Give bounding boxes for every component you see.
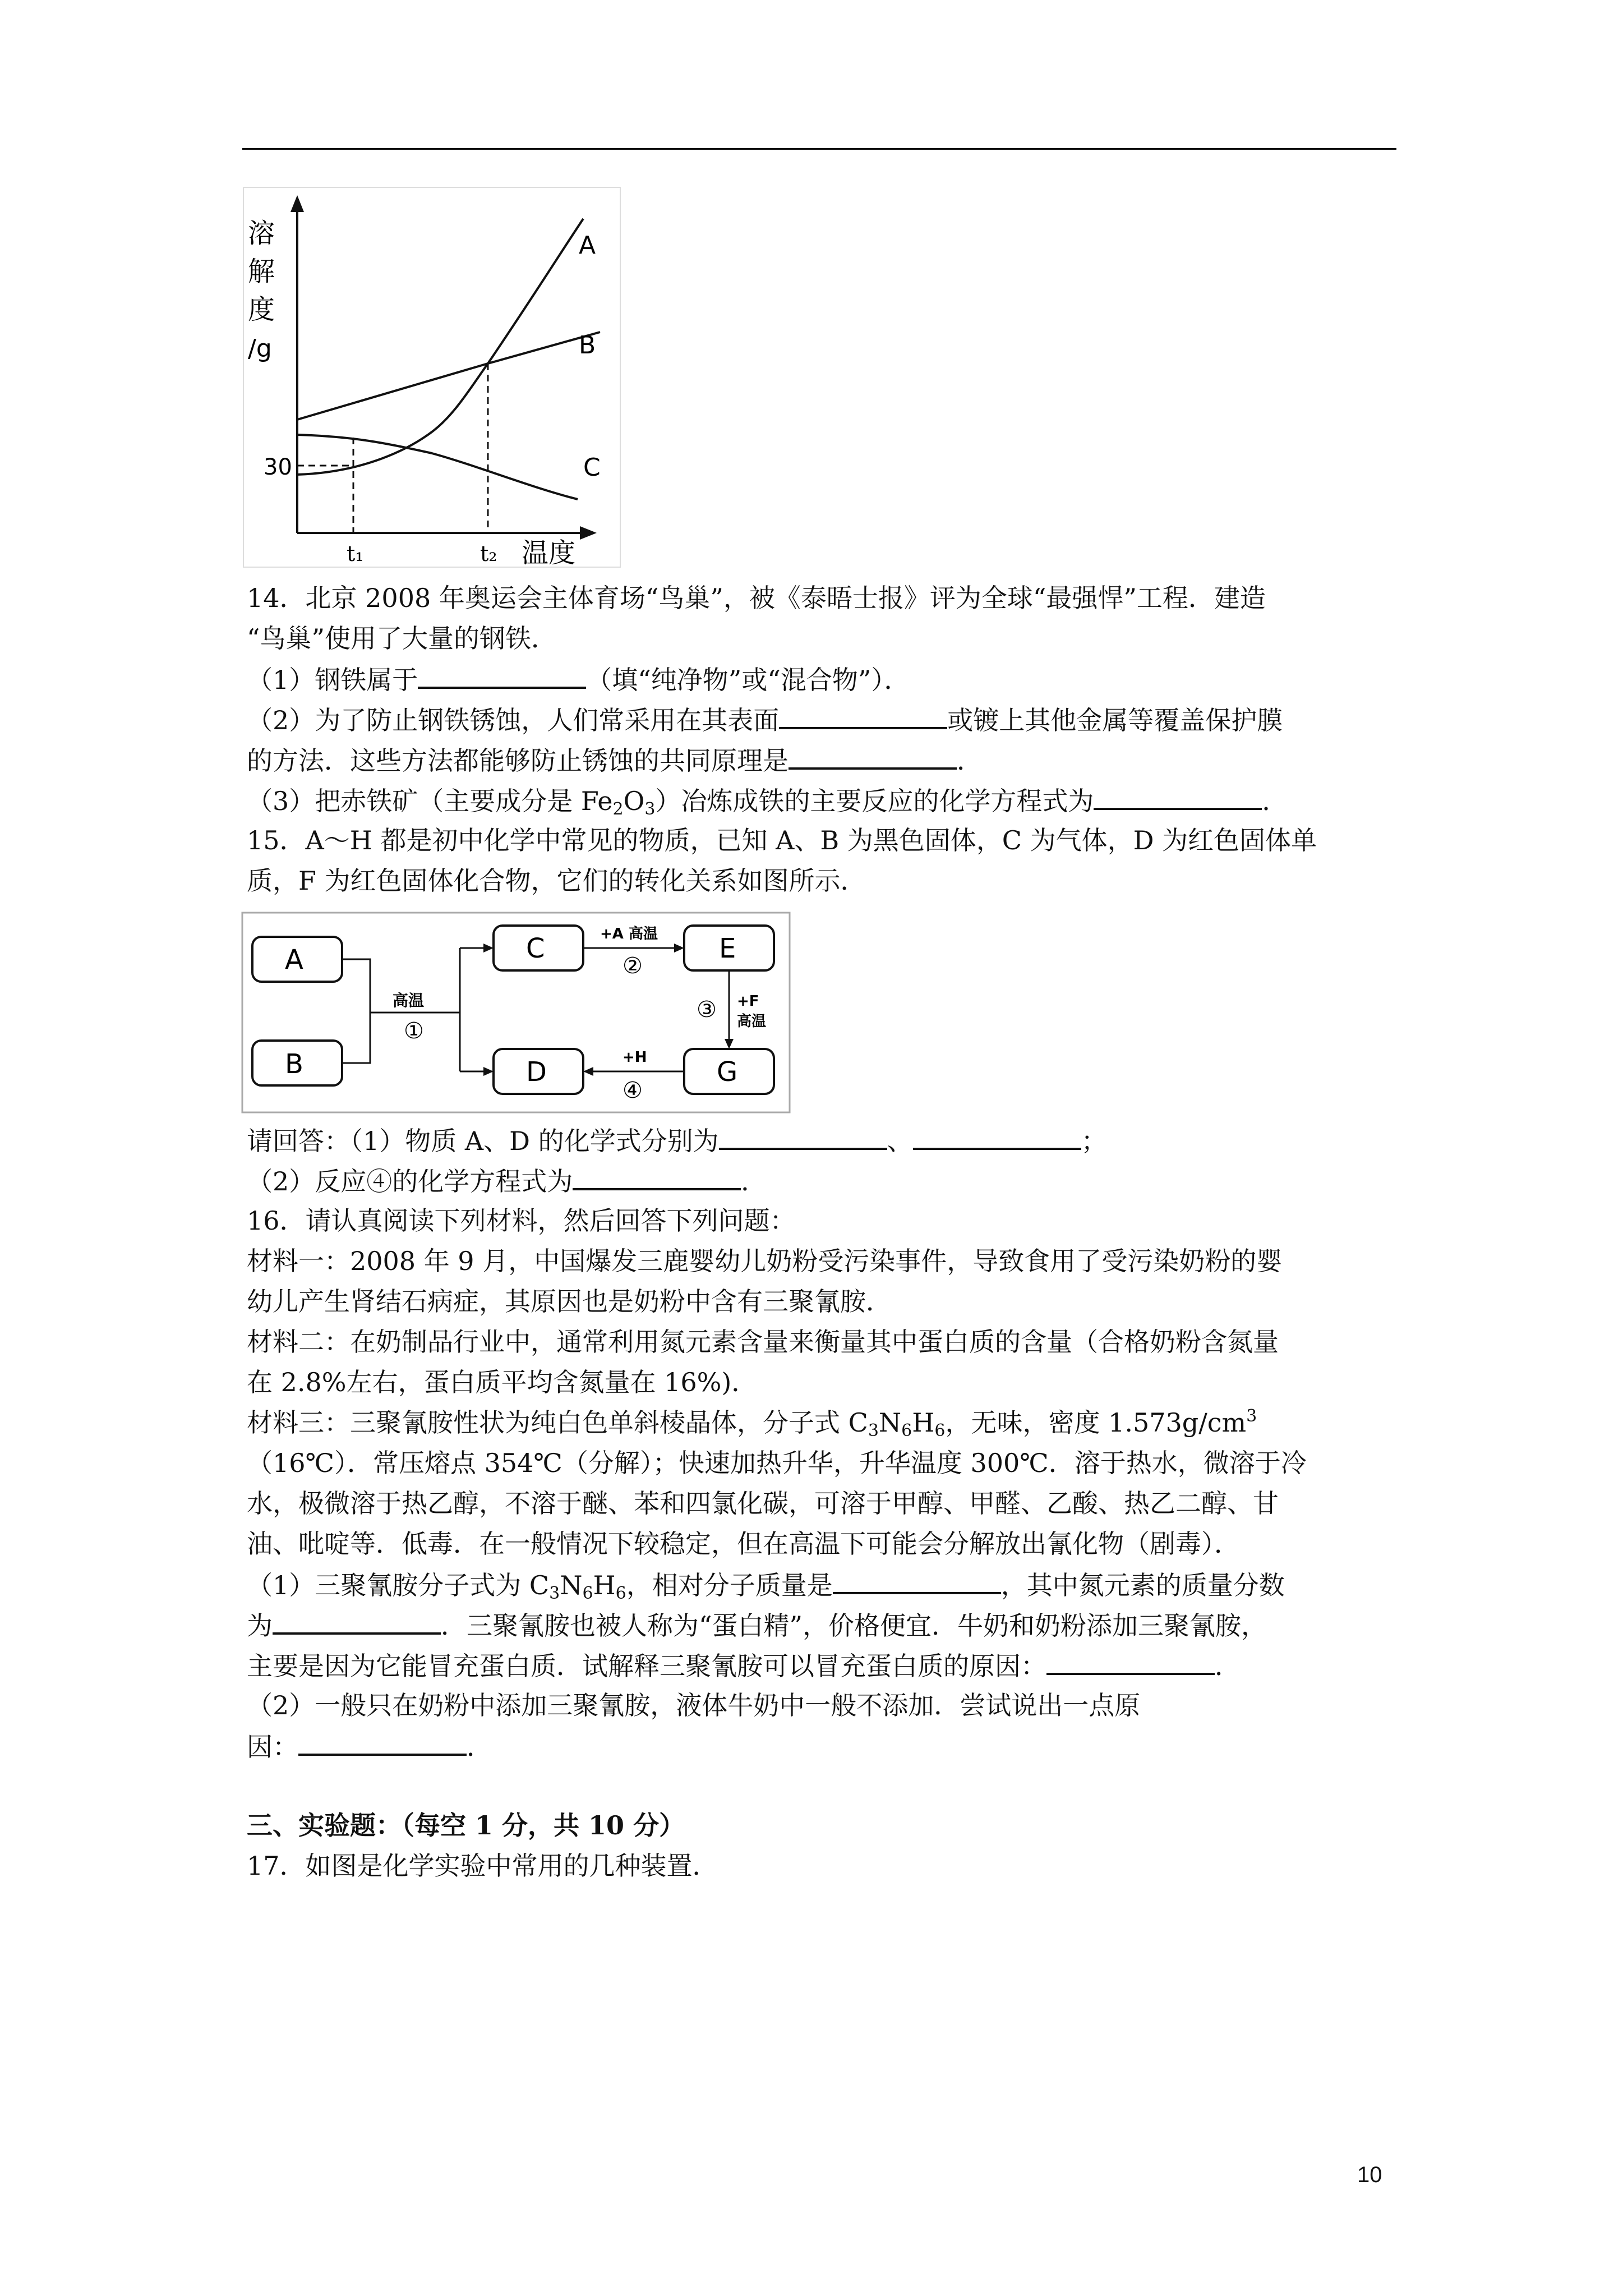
q14-p2-text-d: ． xyxy=(957,746,983,776)
box-d-label: D xyxy=(526,1056,547,1088)
q14-p3-text-c: ． xyxy=(1262,786,1288,816)
q14-p2-text-c: 的方法．这些方法都能够防止锈蚀的共同原理是 xyxy=(247,746,789,776)
curve-a xyxy=(297,219,583,475)
y-label-char: /g xyxy=(248,334,272,363)
text-segment: N xyxy=(560,1570,583,1600)
q16-part1-line3 xyxy=(247,1647,1396,1684)
y-label-char: 度 xyxy=(248,294,275,325)
answer-blank[interactable] xyxy=(273,1607,441,1635)
text-segment: H xyxy=(593,1570,616,1600)
curve-label-b: B xyxy=(579,331,596,360)
q15-answer2 xyxy=(247,1162,1396,1199)
box-b-label: B xyxy=(285,1048,303,1080)
q14-part2 xyxy=(247,701,1396,738)
q14-p2-text-a: （2）为了防止钢铁锈蚀，人们常采用在其表面 xyxy=(247,705,780,735)
formula-part: O xyxy=(623,786,645,816)
text-segment: ，其中氮元素的质量分数 xyxy=(1000,1570,1285,1600)
q14-part2-cont xyxy=(247,742,1396,779)
label-plusH: +H xyxy=(623,1049,647,1066)
page-number: 10 xyxy=(1357,2162,1382,2187)
y-label-char: 溶 xyxy=(248,218,275,249)
q15-a1-text-c: ； xyxy=(1081,1126,1107,1156)
label-step1: ① xyxy=(404,1018,424,1044)
label-step3: ③ xyxy=(697,997,717,1023)
answer-blank[interactable] xyxy=(913,1122,1081,1150)
q16-intro: 16．请认真阅读下列材料，然后回答下列问题： xyxy=(247,1205,796,1236)
answer-blank[interactable] xyxy=(1046,1647,1215,1675)
box-c-label: C xyxy=(526,933,545,964)
q16-part1-line1 xyxy=(247,1566,1396,1603)
q14-p3-text-b: ）冶炼成铁的主要反应的化学方程式为 xyxy=(655,786,1094,816)
q15-answer1 xyxy=(247,1122,1396,1159)
curve-label-a: A xyxy=(579,231,596,260)
q16-part2-line1: （2）一般只在奶粉中添加三聚氰胺，液体牛奶中一般不添加．尝试说出一点原 xyxy=(247,1690,1141,1720)
subscript: 6 xyxy=(934,1421,946,1441)
text-segment: ．三聚氰胺也被人称为“蛋白精”，价格便宜．牛奶和奶粉添加三聚氰胺， xyxy=(441,1611,1267,1641)
curve-label-c: C xyxy=(583,453,601,482)
text-segment: ，无味，密度 1.573g/cm xyxy=(945,1407,1247,1438)
subscript: 3 xyxy=(549,1584,560,1603)
x-tick-t1: t₁ xyxy=(347,541,364,566)
curve-b xyxy=(297,332,600,420)
subscript: 6 xyxy=(901,1421,912,1441)
text-segment: H xyxy=(912,1407,935,1438)
header-rule xyxy=(242,148,1396,150)
material1-line1: 材料一：2008 年 9 月，中国爆发三鹿婴幼儿奶粉受污染事件，导致食用了受污染奶粉的婴 xyxy=(247,1246,1283,1276)
q16-part2-line2 xyxy=(247,1728,1396,1765)
material3-line1 xyxy=(247,1405,1396,1441)
box-g-label: G xyxy=(717,1056,738,1088)
text-segment: 因： xyxy=(247,1732,298,1762)
subscript: 3 xyxy=(868,1421,879,1441)
box-a-label: A xyxy=(285,944,303,976)
q15-a2-text-a: （2）反应④的化学方程式为 xyxy=(247,1166,573,1197)
transformation-diagram xyxy=(241,912,791,1114)
material3-line3: 水，极微溶于热乙醇，不溶于醚、苯和四氯化碳，可溶于甲醇、甲醛、乙酸、热乙二醇、甘 xyxy=(247,1488,1279,1519)
material1-line2: 幼儿产生肾结石病症，其原因也是奶粉中含有三聚氰胺． xyxy=(247,1286,892,1317)
material2-line1: 材料二：在奶制品行业中，通常利用氮元素含量来衡量其中蛋白质的含量（合格奶粉含氮量 xyxy=(247,1327,1279,1357)
q14-p2-text-b: 或镀上其他金属等覆盖保护膜 xyxy=(947,705,1283,735)
answer-blank[interactable] xyxy=(298,1728,467,1756)
subscript: 3 xyxy=(644,799,656,819)
text-segment: 为 xyxy=(247,1611,273,1641)
answer-blank[interactable] xyxy=(1094,782,1262,810)
q14-part3 xyxy=(247,782,1396,819)
curve-c xyxy=(297,435,578,499)
q15-a1-text-a: 请回答：（1）物质 A、D 的化学式分别为 xyxy=(247,1126,719,1156)
text-segment: （1）三聚氰胺分子式为 C xyxy=(247,1570,550,1600)
subscript: 2 xyxy=(612,799,624,819)
x-tick-t2: t₂ xyxy=(480,541,497,566)
q17-line: 17．如图是化学实验中常用的几种装置． xyxy=(247,1851,718,1881)
label-plusA: +A 高温 xyxy=(600,926,658,942)
label-heat3: 高温 xyxy=(737,1013,767,1030)
q15-line1: 15．A～H 都是初中化学中常见的物质，已知 A、B 为黑色固体，C 为气体，D 为红色固体单 xyxy=(247,825,1317,855)
x-axis-label: 温度 xyxy=(522,537,576,569)
q16-part1-line2 xyxy=(247,1607,1396,1644)
text-segment: N xyxy=(878,1407,902,1438)
answer-blank[interactable] xyxy=(779,701,947,729)
text-segment: 材料三：三聚氰胺性状为纯白色单斜棱晶体，分子式 C xyxy=(247,1407,868,1438)
q14-line2: “鸟巢”使用了大量的钢铁． xyxy=(247,623,557,654)
q14-p1-text-b: （填“纯净物”或“混合物”）． xyxy=(586,665,910,695)
q14-line1: 14．北京 2008 年奥运会主体育场“鸟巢”，被《泰晤士报》评为全球“最强悍”工程．建造 xyxy=(247,583,1266,613)
x-axis-arrow xyxy=(580,526,597,540)
label-step2: ② xyxy=(623,953,643,979)
answer-blank[interactable] xyxy=(833,1566,1001,1594)
y-axis-arrow xyxy=(291,195,304,212)
q15-line2: 质，F 为红色固体化合物，它们的转化关系如图所示． xyxy=(247,866,866,896)
section-title: 三、实验题：（每空 1 分，共 10 分） xyxy=(247,1810,685,1841)
q14-p3-text-a: （3）把赤铁矿（主要成分是 Fe xyxy=(247,786,613,816)
q14-p1-text-a: （1）钢铁属于 xyxy=(247,665,418,695)
material3-line2: （16℃）．常压熔点 354℃（分解）；快速加热升华，升华温度 300℃．溶于热水，微溶于冷 xyxy=(247,1448,1307,1478)
answer-blank[interactable] xyxy=(573,1162,741,1190)
connector-ab xyxy=(342,959,370,1063)
text-segment: ． xyxy=(1215,1651,1241,1681)
subscript: 6 xyxy=(615,1584,626,1603)
q15-a1-text-b: 、 xyxy=(887,1126,913,1156)
subscript: 6 xyxy=(582,1584,593,1603)
text-segment: 主要是因为它能冒充蛋白质．试解释三聚氰胺可以冒充蛋白质的原因： xyxy=(247,1651,1046,1681)
text-segment: ． xyxy=(467,1732,492,1762)
answer-blank[interactable] xyxy=(719,1122,887,1150)
superscript: 3 xyxy=(1246,1406,1257,1426)
answer-blank[interactable] xyxy=(789,742,957,770)
material3-line4: 油、吡啶等．低毒．在一般情况下较稳定，但在高温下可能会分解放出氰化物（剧毒）． xyxy=(247,1529,1240,1559)
material2-line2: 在 2.8%左右，蛋白质平均含氮量在 16%)． xyxy=(247,1367,758,1397)
box-e-label: E xyxy=(719,933,736,964)
y-label-char: 解 xyxy=(248,256,275,287)
q15-a2-text-b: ． xyxy=(741,1166,767,1197)
q14-part1 xyxy=(247,661,1396,698)
y-tick-30: 30 xyxy=(264,454,292,480)
label-heat1: 高温 xyxy=(393,991,425,1010)
text-segment: ，相对分子质量是 xyxy=(626,1570,833,1600)
answer-blank[interactable] xyxy=(418,661,586,689)
label-plusF: +F xyxy=(737,993,759,1010)
solubility-chart xyxy=(241,185,623,569)
label-step4: ④ xyxy=(623,1078,643,1103)
